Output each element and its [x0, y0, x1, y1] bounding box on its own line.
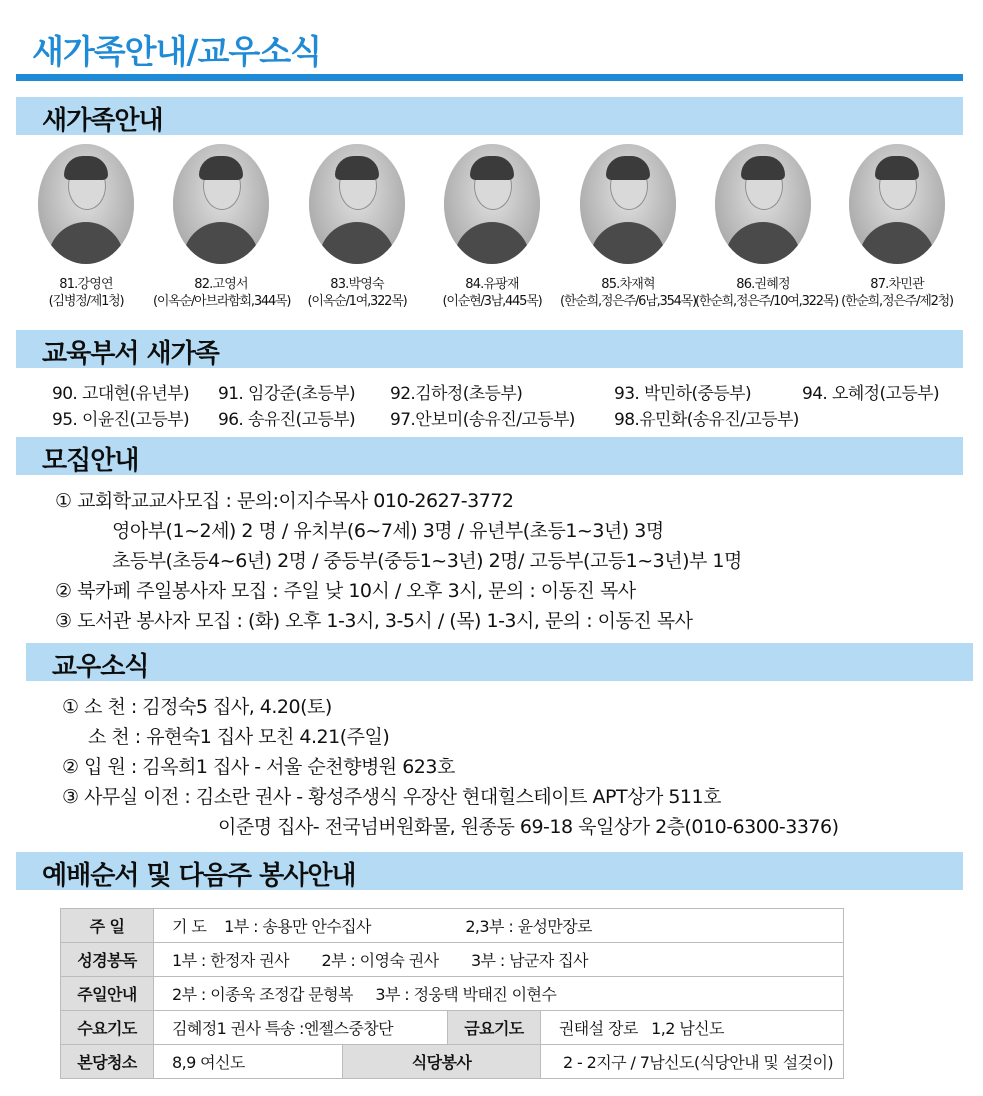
table-cell: 권태설 장로 1,2 남신도: [540, 1011, 843, 1045]
edu-family-item: 95. 이윤진(고등부): [52, 410, 190, 430]
edu-family-item: 90. 고대현(유년부): [52, 384, 190, 404]
person-card: [153, 144, 289, 310]
person-info: (이옥순/1여,322목): [307, 294, 407, 309]
person-info: (한순희,정은주/제2청): [841, 294, 953, 309]
row-label: 금요기도: [447, 1011, 540, 1045]
portrait-photo: [715, 144, 811, 264]
person-name: 84.유팡재: [465, 277, 519, 292]
table-cell: 2 - 2지구 / 7남신도(식당안내 및 설겆이): [540, 1045, 843, 1079]
edu-family-item: 94. 오혜정(고등부): [802, 384, 940, 404]
cell-text: 3부 : 정웅택 박태진 이현수: [375, 985, 557, 1004]
table-row: [61, 977, 844, 1011]
person-info: (이순현/3남,445목): [442, 294, 542, 309]
portrait-photo: [309, 144, 405, 264]
person-card: [289, 144, 425, 310]
person-card: [829, 144, 965, 310]
news-line: 소 천 : 유현숙1 집사 모친 4.21(주일): [88, 726, 390, 748]
recruit-line: 영아부(1~2세) 2 명 / 유치부(6~7세) 3명 / 유년부(초등1~3년) 3명: [112, 520, 664, 542]
new-family-photos: [18, 144, 965, 324]
table-row: [61, 1045, 844, 1079]
table-row: [61, 909, 844, 943]
edu-family-item: 93. 박민하(중등부): [614, 384, 752, 404]
person-name: 81.강영연: [59, 277, 113, 292]
cell-text: 3부 : 남군자 집사: [470, 951, 588, 970]
portrait-photo: [38, 144, 134, 264]
recruit-line: 초등부(초등4~6년) 2명 / 중등부(중등1~3년) 2명/ 고등부(고등1~3년)부 1명: [112, 550, 742, 572]
section-title: 교우소식: [52, 652, 149, 682]
row-label: 식당봉사: [343, 1045, 541, 1079]
cell-text: 2부 : 이종욱 조정갑 문형복: [172, 985, 353, 1004]
person-name: 87.차민관: [870, 277, 924, 292]
section-header-news: [26, 643, 973, 681]
section-header-edu-family: [16, 330, 963, 368]
news-line: ③ 사무실 이전 : 김소란 권사 - 황성주생식 우장산 현대힐스테이트 APT상가 511호: [62, 786, 721, 808]
person-card: [695, 144, 839, 310]
edu-family-item: 96. 송유진(고등부): [218, 410, 356, 430]
person-name: 82.고영서: [194, 277, 248, 292]
row-label: 본당청소: [61, 1045, 154, 1079]
news-line: 이준명 집사- 전국넘버원화물, 원종동 69-18 욱일상가 2층(010-6300-3376): [218, 816, 839, 838]
table-cell: 8,9 여신도: [154, 1045, 343, 1079]
edu-family-item: 98.유민화(송유진/고등부): [614, 410, 799, 430]
recruit-line: ③ 도서관 봉사자 모집 : (화) 오후 1-3시, 3-5시 / (목) 1-3시, 문의 : 이동진 목사: [55, 610, 693, 632]
portrait-photo: [173, 144, 269, 264]
recruit-line: ② 북카페 주일봉사자 모집 : 주일 낮 10시 / 오후 3시, 문의 : 이동진 목사: [55, 580, 636, 602]
title-rule: [16, 74, 963, 81]
cell-text: 기 도 1부 : 송용만 안수집사: [172, 917, 371, 936]
table-row: [61, 943, 844, 977]
person-info: (한순희,정은주/6남,354목): [560, 294, 696, 309]
edu-family-item: 97.안보미(송유진/고등부): [390, 410, 575, 430]
person-name: 86.권혜정: [736, 277, 790, 292]
worship-service-table: [60, 908, 844, 1079]
section-title: 예배순서 및 다음주 봉사안내: [42, 861, 356, 891]
portrait-photo: [849, 144, 945, 264]
person-name: 83.박영숙: [330, 277, 384, 292]
edu-family-item: 92.김하정(초등부): [390, 384, 523, 404]
portrait-photo: [580, 144, 676, 264]
row-label: 수요기도: [61, 1011, 154, 1045]
recruit-line: ① 교회학교교사모집 : 문의:이지수목사 010-2627-3772: [55, 490, 514, 512]
person-card: [424, 144, 560, 310]
row-label: 성경봉독: [61, 943, 154, 977]
table-cell: 김혜정1 권사 특송 :엔젤스중창단: [154, 1011, 448, 1045]
news-line: ① 소 천 : 김정숙5 집사, 4.20(토): [62, 696, 332, 718]
section-title: 교육부서 새가족: [42, 339, 219, 369]
news-line: ② 입 원 : 김옥희1 집사 - 서울 순천향병원 623호: [62, 756, 455, 778]
page-title: 새가족안내/교우소식: [32, 32, 321, 71]
section-title: 모집안내: [42, 446, 139, 476]
section-header-worship: [16, 852, 963, 890]
person-card: [18, 144, 154, 310]
table-cell: [154, 943, 844, 977]
section-header-recruit: [16, 437, 963, 475]
row-label: 주일안내: [61, 977, 154, 1011]
section-header-new-family: [16, 97, 963, 135]
row-label: 주 일: [61, 909, 154, 943]
person-name: 85.차재혁: [601, 277, 655, 292]
person-info: (이옥순/아브라함회,344목): [153, 294, 291, 309]
cell-text: 1부 : 한정자 권사: [172, 951, 289, 970]
person-card: [560, 144, 696, 310]
edu-family-item: 91. 임강준(초등부): [218, 384, 356, 404]
table-cell: [154, 909, 844, 943]
table-cell: [154, 977, 844, 1011]
table-row: [61, 1011, 844, 1045]
cell-text: 2부 : 이영숙 권사: [321, 951, 439, 970]
cell-text: 2,3부 : 윤성만장로: [465, 917, 592, 936]
person-info: (김병정/제1청): [48, 294, 124, 309]
section-title: 새가족안내: [42, 106, 163, 136]
portrait-photo: [444, 144, 540, 264]
person-info: (한순희,정은주/10여,322목): [695, 294, 839, 309]
